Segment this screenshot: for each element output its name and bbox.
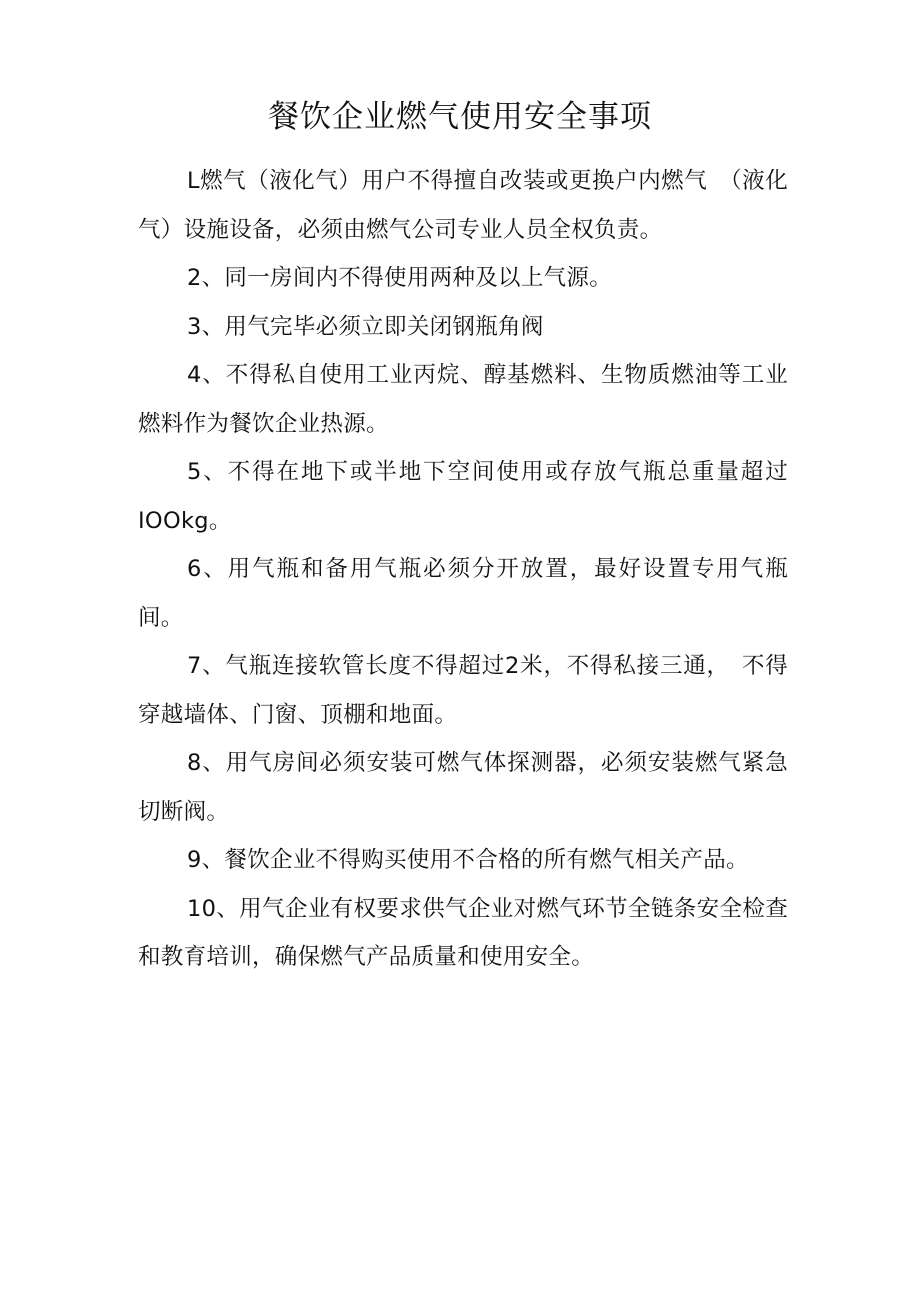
paragraph-6: 6、用气瓶和备用气瓶必须分开放置，最好设置专用气瓶间。: [138, 556, 788, 631]
paragraph-5: 5、不得在地下或半地下空间使用或存放气瓶总重量超过IOOkg。: [138, 459, 788, 534]
paragraph-4: 4、不得私自使用工业丙烷、醇基燃料、生物质燃油等工业燃料作为餐饮企业热源。: [138, 362, 788, 437]
paragraph-2: 2、同一房间内不得使用两种及以上气源。: [187, 265, 613, 291]
paragraph-7: 7、气瓶连接软管长度不得超过2米，不得私接三通， 不得穿越墙体、门窗、顶棚和地面。: [138, 653, 788, 728]
paragraph-9: 9、餐饮企业不得购买使用不合格的所有燃气相关产品。: [187, 847, 749, 873]
paragraph-10: 10、用气企业有权要求供气企业对燃气环节全链条安全检查和教育培训，确保燃气产品质量和使用安全。: [138, 895, 788, 970]
paragraph-3: 3、用气完毕必须立即关闭钢瓶角阀: [187, 313, 544, 340]
paragraph-1: L燃气（液化气）用户不得擅自改装或更换户内燃气 （液化气）设施设备，必须由燃气公司专业人员全权负责。: [138, 168, 788, 243]
paragraph-8: 8、用气房间必须安装可燃气体探测器，必须安装燃气紧急切断阀。: [138, 750, 788, 825]
document-body: [138, 157, 788, 982]
document-title: 餐饮企业燃气使用安全事项: [268, 99, 652, 135]
